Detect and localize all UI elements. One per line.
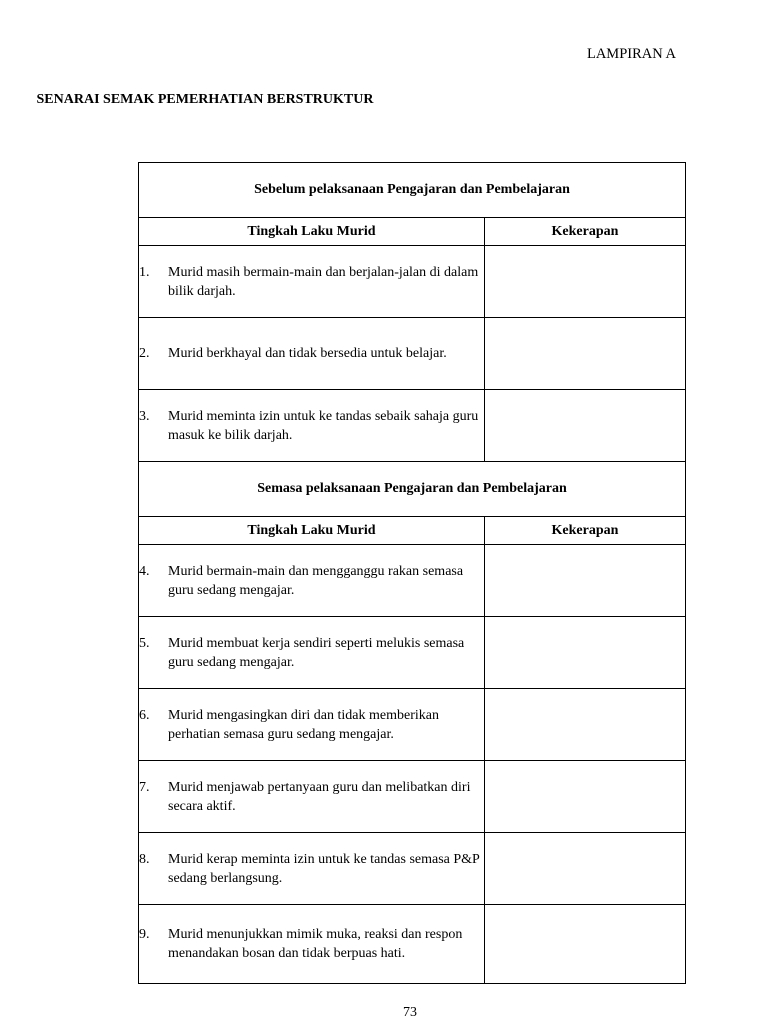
item-number: 5.: [139, 635, 150, 651]
column-header-behaviour: Tingkah Laku Murid: [139, 218, 485, 246]
item-number: 2.: [139, 346, 150, 361]
item-number: 7.: [139, 779, 150, 795]
item-text: Murid masih bermain-main dan berjalan-jalan di dalam bilik darjah.: [168, 264, 479, 299]
behaviour-cell: [139, 545, 485, 617]
table-row: [139, 905, 686, 984]
item-number: 3.: [139, 408, 150, 424]
column-header-frequency: Kekerapan: [485, 218, 686, 246]
section-title: Sebelum pelaksanaan Pengajaran dan Pembelajaran: [139, 163, 686, 218]
behaviour-cell: [139, 246, 485, 318]
section-header-during: [139, 462, 686, 517]
behaviour-cell: [139, 905, 485, 984]
item-text: Murid membuat kerja sendiri seperti melukis semasa guru sedang mengajar.: [168, 635, 465, 670]
section-title: Semasa pelaksanaan Pengajaran dan Pembelajaran: [139, 462, 686, 517]
frequency-cell[interactable]: [485, 689, 686, 761]
observation-checklist-table: [138, 162, 686, 984]
behaviour-cell: [139, 833, 485, 905]
table-row: [139, 545, 686, 617]
behaviour-cell: [139, 390, 485, 462]
frequency-cell[interactable]: [485, 318, 686, 390]
document-title-text: SENARAI SEMAK PEMERHATIAN BERSTRUKTUR: [36, 92, 374, 107]
document-title: [0, 92, 768, 108]
behaviour-cell: [139, 617, 485, 689]
frequency-cell[interactable]: [485, 905, 686, 984]
item-text: Murid menunjukkan mimik muka, reaksi dan respon menandakan bosan dan tidak berpuas hati.: [168, 927, 463, 961]
table-row: [139, 318, 686, 390]
section-header-before: [139, 163, 686, 218]
item-text: Murid kerap meminta izin untuk ke tandas semasa P&P sedang berlangsung.: [168, 851, 480, 886]
table-row: [139, 390, 686, 462]
table-row: [139, 833, 686, 905]
behaviour-cell: [139, 318, 485, 390]
page-number: 73: [403, 1005, 417, 1020]
item-text: Murid berkhayal dan tidak bersedia untuk belajar.: [168, 346, 447, 361]
appendix-label: LAMPIRAN A: [586, 46, 676, 62]
item-number: 6.: [139, 707, 150, 723]
frequency-cell[interactable]: [485, 545, 686, 617]
item-number: 1.: [139, 264, 150, 280]
table-row: [139, 617, 686, 689]
column-header-behaviour: Tingkah Laku Murid: [139, 517, 485, 545]
frequency-cell[interactable]: [485, 833, 686, 905]
item-number: 8.: [139, 851, 150, 867]
frequency-cell[interactable]: [485, 246, 686, 318]
behaviour-cell: [139, 761, 485, 833]
item-number: 4.: [139, 563, 150, 579]
column-header-row: [139, 517, 686, 545]
column-header-frequency: Kekerapan: [485, 517, 686, 545]
item-text: Murid menjawab pertanyaan guru dan melibatkan diri secara aktif.: [168, 779, 471, 814]
item-number: 9.: [139, 927, 150, 942]
table-row: [139, 761, 686, 833]
frequency-cell[interactable]: [485, 617, 686, 689]
table-row: [139, 246, 686, 318]
item-text: Murid meminta izin untuk ke tandas sebaik sahaja guru masuk ke bilik darjah.: [168, 408, 479, 443]
item-text: Murid bermain-main dan mengganggu rakan semasa guru sedang mengajar.: [168, 563, 464, 598]
table-row: [139, 689, 686, 761]
checklist-body: [139, 163, 686, 984]
frequency-cell[interactable]: [485, 761, 686, 833]
behaviour-cell: [139, 689, 485, 761]
item-text: Murid mengasingkan diri dan tidak memberikan perhatian semasa guru sedang mengajar.: [168, 707, 439, 742]
column-header-row: [139, 218, 686, 246]
frequency-cell[interactable]: [485, 390, 686, 462]
